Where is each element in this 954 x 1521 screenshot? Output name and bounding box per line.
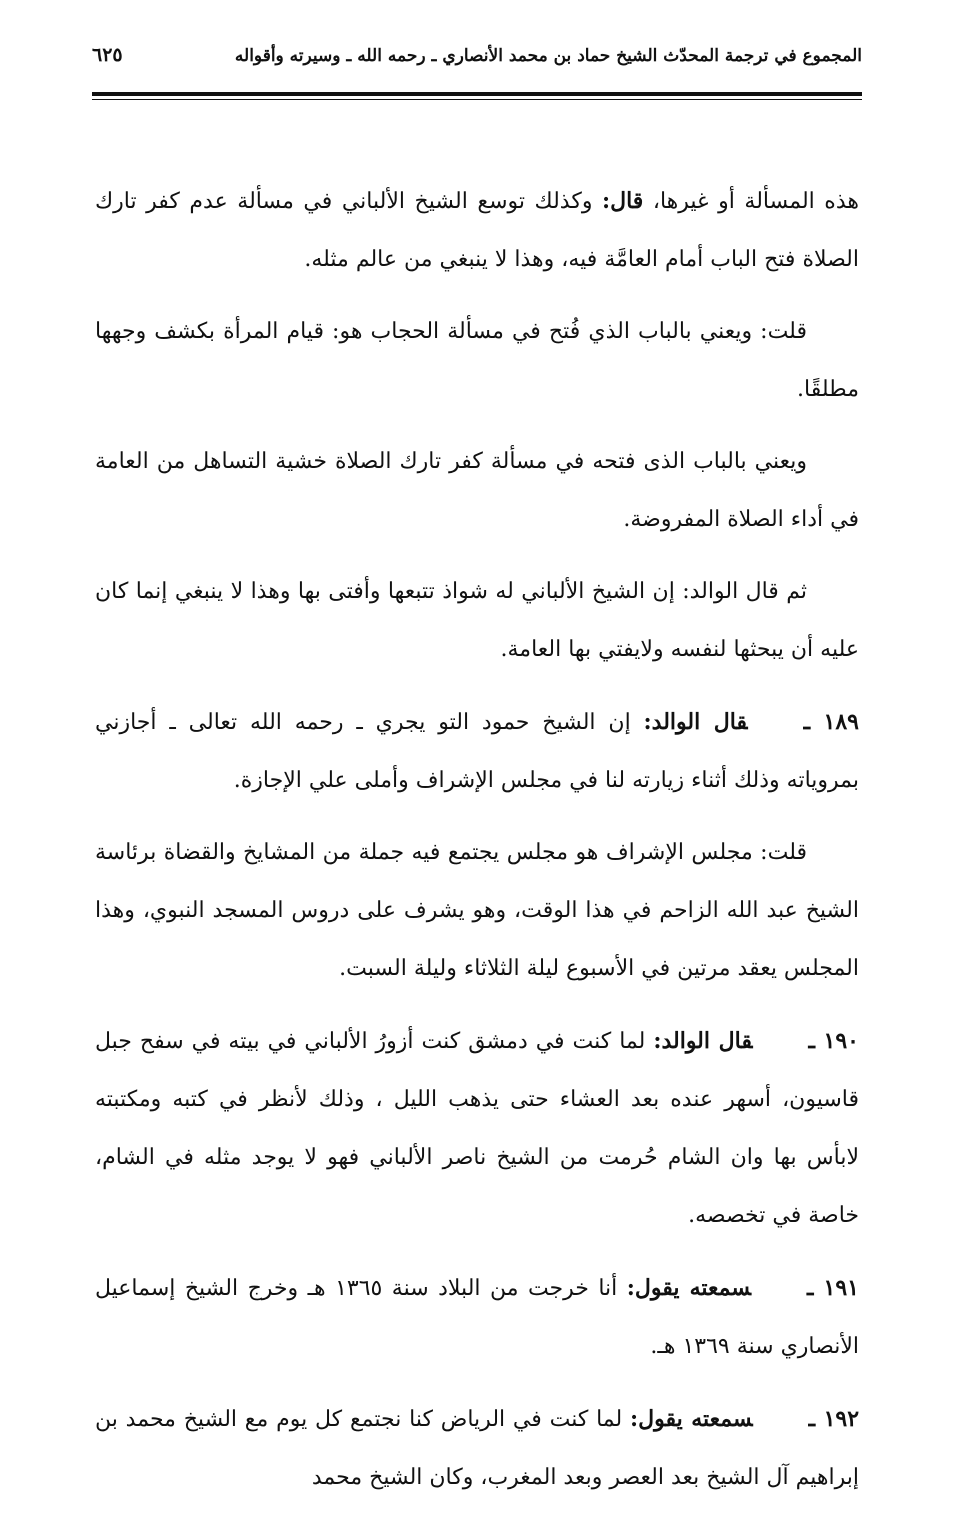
paragraph-text: وكذلك توسع الشيخ الألباني في مسألة عدم كفر تارك الصلاة فتح الباب أمام العامَّة فيه، وهذا لا ينبغي من عالم مثله.	[95, 189, 859, 272]
header-rule-thin	[92, 99, 862, 100]
numbered-entry-192	[95, 1390, 859, 1507]
header-rule-thick	[92, 92, 862, 96]
body-text	[95, 172, 859, 1521]
paragraph-text: هذه المسألة أو غيرها،	[643, 189, 859, 214]
paragraph-note: ويعني بالباب الذى فتحه في مسألة كفر تارك الصلاة خشية التساهل من العامة في أداء الصلاة المفروضة.	[95, 449, 859, 532]
header-title: المجموع في ترجمة المحدّث الشيخ حماد بن محمد الأنصاري ـ رحمه الله ـ وسيرته وأقواله	[234, 46, 862, 66]
speaker-lead: قال الوالد:	[653, 1028, 753, 1054]
speaker-lead: سمعته يقول:	[626, 1275, 751, 1301]
speaker-lead: قال:	[602, 188, 644, 214]
numbered-entry-191	[95, 1259, 859, 1376]
speaker-lead: قال الوالد:	[643, 709, 748, 735]
page-number: ٦٢٥	[92, 44, 123, 66]
paragraph-text: أنا خرجت من البلاد سنة ١٣٦٥ هـ وخرج الشيخ إسماعيل الأنصاري سنة ١٣٦٩ هـ.	[95, 1276, 859, 1359]
paragraph-text: لما كنت في دمشق كنت أزورُ الألباني في بيته في سفح جبل قاسيون، أسهر عنده بعد العشاء حتى يذهب الليل ، وذلك لأنظر في كتبه ومكتبته لابأس بها وان الشام حُرمت من الشيخ ناصر الألباني فهو لا يوجد مثله في الشام، خاصة في تخصصه.	[95, 1029, 859, 1228]
running-header	[92, 40, 862, 80]
entry-number: ١٩٠ ـ	[808, 1028, 859, 1054]
paragraph-note: قلت: مجلس الإشراف هو مجلس يجتمع فيه جملة من المشايخ والقضاة برئاسة الشيخ عبد الله الزاحم في هذا الوقت، وهو يشرف على دروس المسجد النبوي، وهذا المجلس يعقد مرتين في الأسبوع ليلة الثلاثاء وليلة السبت.	[95, 840, 859, 981]
numbered-entry-189	[95, 693, 859, 810]
numbered-entry-190	[95, 1012, 859, 1245]
entry-number: ١٨٩ ـ	[803, 709, 859, 735]
paragraph-continuation	[95, 172, 859, 289]
entry-number: ١٩٢ ـ	[808, 1406, 860, 1432]
speaker-lead: سمعته يقول:	[630, 1406, 753, 1432]
entry-number: ١٩١ ـ	[806, 1275, 859, 1301]
paragraph-text: إن الشيخ حمود التو يجري ـ رحمه الله تعالى ـ أجازني بمروياته وذلك أثناء زيارته لنا في مجلس الإشراف وأملى علي الإجازة.	[95, 710, 859, 793]
paragraph-note: قلت: ويعني بالباب الذي فُتح في مسألة الحجاب هو: قيام المرأة بكشف وجهها مطلقًا.	[95, 319, 859, 402]
paragraph-note: ثم قال الوالد: إن الشيخ الألباني له شواذ تتبعها وأفتى بها وهذا لا ينبغي إنما كان عليه أن يبحثها لنفسه ولايفتي بها العامة.	[95, 579, 859, 662]
paragraph-text: لما كنت في الرياض كنا نجتمع كل يوم مع الشيخ محمد بن إبراهيم آل الشيخ بعد العصر وبعد المغرب، وكان الشيخ محمد	[95, 1407, 859, 1490]
